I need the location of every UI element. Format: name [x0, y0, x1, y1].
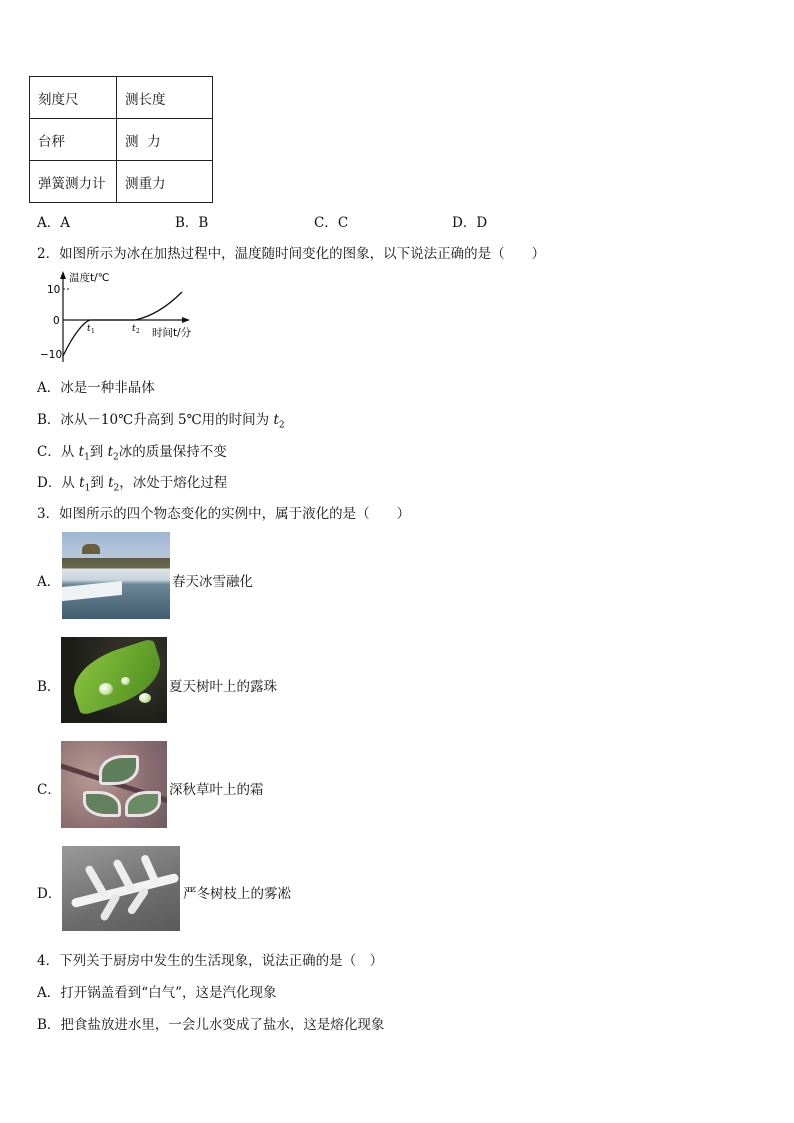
q3-option-c-caption: 深秋草叶上的霜 — [169, 782, 264, 798]
y-axis-label: 温度t/℃ — [69, 272, 110, 284]
q3-option-a-caption: 春天冰雪融化 — [172, 574, 253, 590]
t-sub: 1 — [84, 483, 91, 494]
q2-stem: 2．如图所示为冰在加热过程中，温度随时间变化的图象，以下说法正确的是（ ） — [37, 246, 546, 262]
x-axis-label: 时间t/分 — [152, 327, 192, 339]
t2-label: t — [132, 324, 136, 334]
q3-option-c-letter[interactable]: C． — [37, 782, 61, 798]
q3-option-a-letter[interactable]: A． — [37, 574, 61, 590]
q2-option-d-post: ，冰处于熔化过程 — [119, 475, 228, 491]
dew-drop-shape — [121, 677, 130, 685]
dew-drop-shape — [99, 683, 113, 695]
q4-stem: 4．下列关于厨房中发生的生活现象，说法正确的是（ ） — [37, 953, 384, 969]
frost-leaf-photo — [61, 741, 167, 828]
q2-option-b[interactable] — [37, 408, 285, 431]
t-var: t — [78, 444, 85, 460]
table-row — [30, 161, 213, 203]
q1-option-d[interactable]: D．D — [452, 215, 488, 231]
t-sub: 2 — [278, 420, 285, 431]
instrument-table — [29, 76, 213, 203]
rime-branch-photo — [62, 846, 180, 931]
pavilion-shape — [82, 544, 100, 554]
q1-option-b[interactable]: B．B — [175, 215, 209, 231]
q3-option-d-letter[interactable]: D． — [37, 886, 62, 902]
frosted-leaf-shape — [99, 755, 139, 785]
q4-option-a[interactable]: A．打开锅盖看到“白气”，这是汽化现象 — [37, 985, 277, 1001]
temperature-curve — [63, 292, 182, 356]
q2-option-d-pre: D．从 — [37, 475, 80, 491]
t-var: t — [107, 444, 114, 460]
t1-label: t — [87, 324, 91, 334]
q2-option-c-pre: C．从 — [37, 444, 79, 460]
q1-option-a[interactable]: A．A — [37, 215, 70, 231]
table-cell: 刻度尺 — [30, 77, 117, 119]
tick-label: −10 — [40, 349, 63, 361]
table-cell: 测长度 — [117, 77, 213, 119]
tick-label: 10 — [47, 284, 61, 296]
t-sub: 2 — [113, 483, 120, 494]
q1-option-c[interactable]: C．C — [314, 215, 349, 231]
q2-option-d-mid: 到 — [90, 475, 109, 491]
t2-sub: 2 — [136, 328, 140, 335]
snow-patch-shape — [62, 581, 122, 601]
dew-leaf-photo — [61, 637, 167, 723]
q4-option-b[interactable]: B．把食盐放进水里，一会儿水变成了盐水，这是熔化现象 — [37, 1017, 385, 1033]
y-axis-arrow-icon — [60, 271, 66, 279]
dew-drop-shape — [139, 693, 151, 703]
table-row — [30, 77, 213, 119]
q3-stem: 3．如图所示的四个物态变化的实例中，属于液化的是（ ） — [37, 506, 411, 522]
table-row — [30, 119, 213, 161]
frosted-leaf-shape — [125, 791, 161, 817]
table-cell: 测重力 — [117, 161, 213, 203]
x-axis-arrow-icon — [182, 317, 190, 323]
q3-option-b-letter[interactable]: B． — [37, 679, 61, 695]
temperature-graph — [34, 268, 204, 366]
tick-label: 0 — [53, 315, 60, 327]
q2-option-c-mid: 到 — [89, 444, 108, 460]
frosted-leaf-shape — [83, 791, 121, 817]
t-var: t — [273, 412, 279, 428]
q2-option-d[interactable] — [37, 471, 227, 494]
q2-option-b-text: B．冰从－10℃升高到 5℃用的时间为 — [37, 412, 274, 428]
table-cell: 测 力 — [117, 119, 213, 161]
ice-melting-photo — [62, 532, 170, 619]
t-var: t — [108, 475, 114, 491]
t1-sub: 1 — [91, 328, 95, 335]
q2-option-c-post: 冰的质量保持不变 — [118, 444, 227, 460]
q2-option-c[interactable] — [37, 440, 227, 463]
q3-option-b-caption: 夏天树叶上的露珠 — [169, 679, 277, 695]
t-var: t — [79, 475, 85, 491]
t-sub: 2 — [113, 452, 119, 463]
table-cell: 弹簧测力计 — [30, 161, 117, 203]
t-sub: 1 — [84, 452, 90, 463]
q2-option-a[interactable]: A．冰是一种非晶体 — [37, 380, 155, 396]
leaf-shape — [65, 638, 167, 716]
q3-option-d-caption: 严冬树枝上的雾凇 — [183, 886, 291, 902]
table-cell: 台秤 — [30, 119, 117, 161]
